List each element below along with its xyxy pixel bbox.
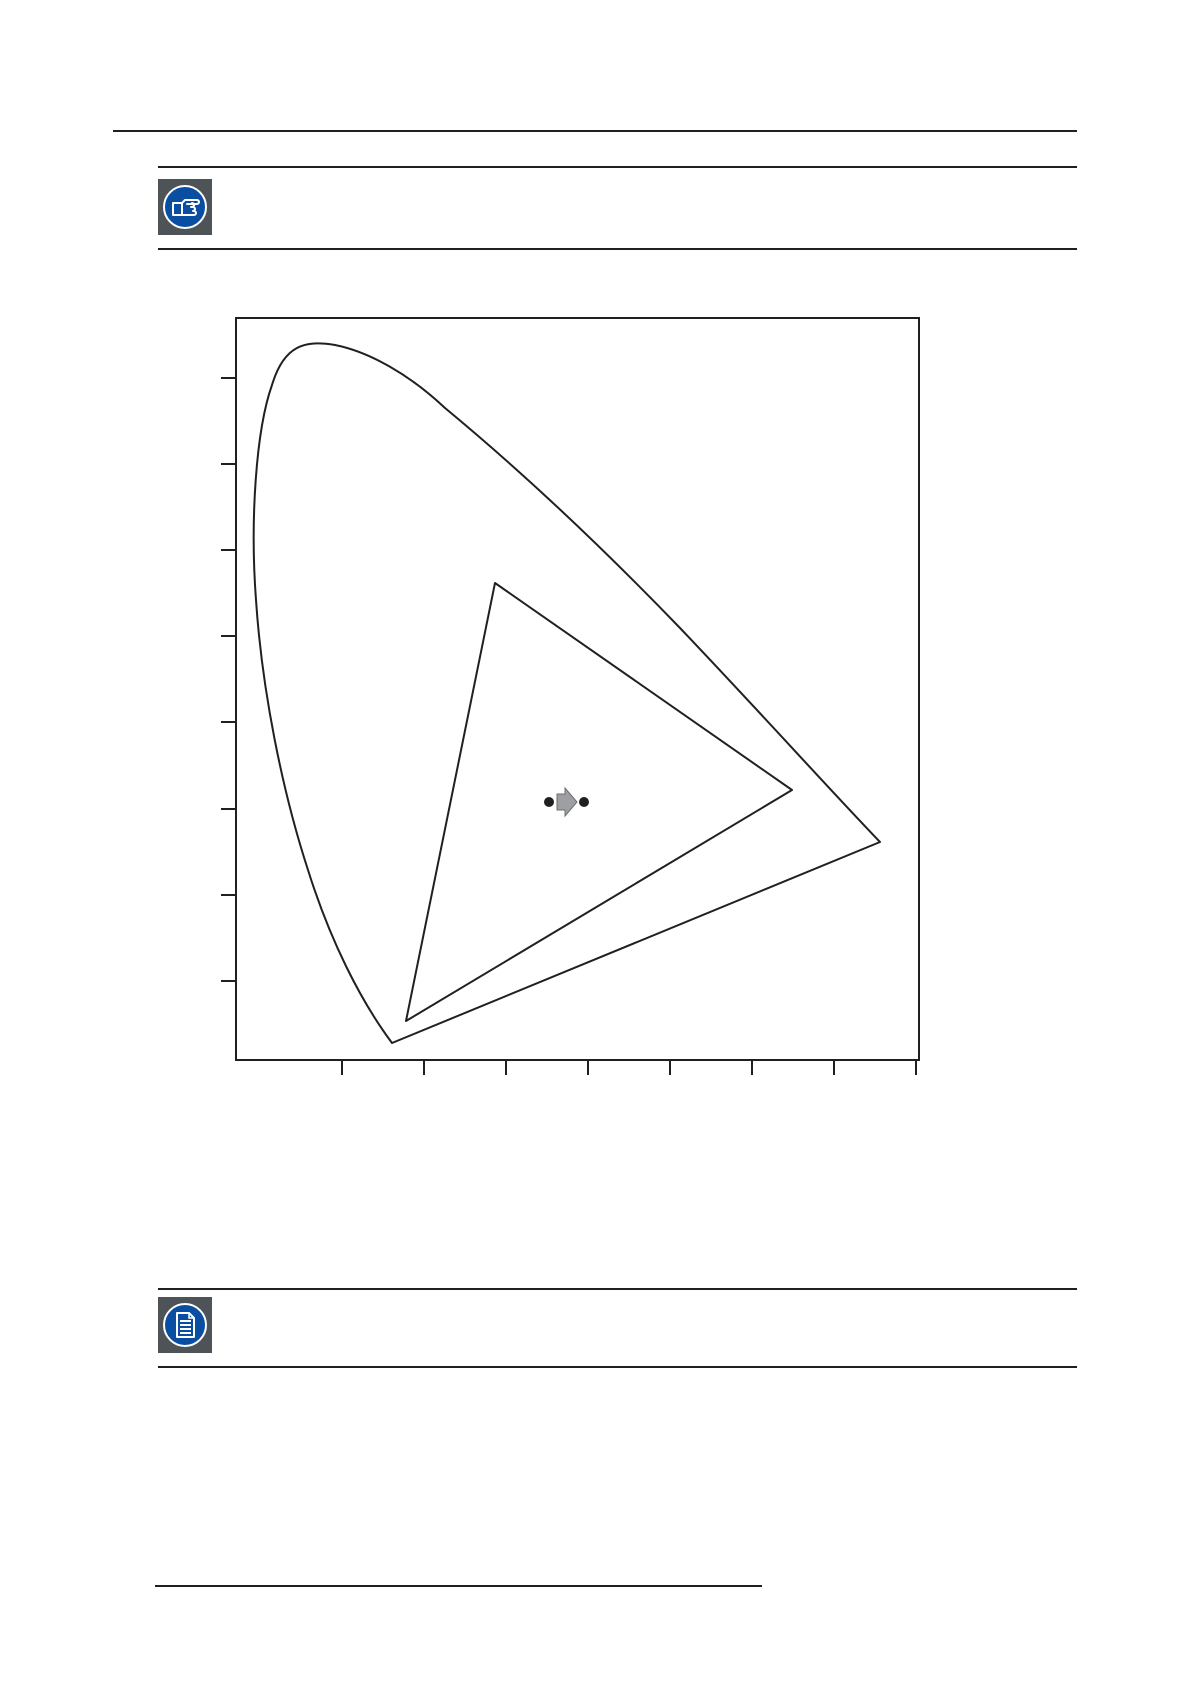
document-icon	[158, 1297, 212, 1353]
info-top-rule	[158, 1288, 1077, 1290]
gamut-triangle	[406, 583, 792, 1021]
white-point-original	[544, 797, 554, 807]
footer-rule	[155, 1585, 762, 1587]
spectral-locus	[254, 343, 880, 1043]
y-axis-ticks	[221, 378, 236, 981]
shift-arrow-icon	[557, 788, 577, 816]
white-point-target	[579, 797, 589, 807]
x-axis-ticks	[342, 1060, 916, 1075]
info-bottom-rule	[158, 1366, 1077, 1368]
